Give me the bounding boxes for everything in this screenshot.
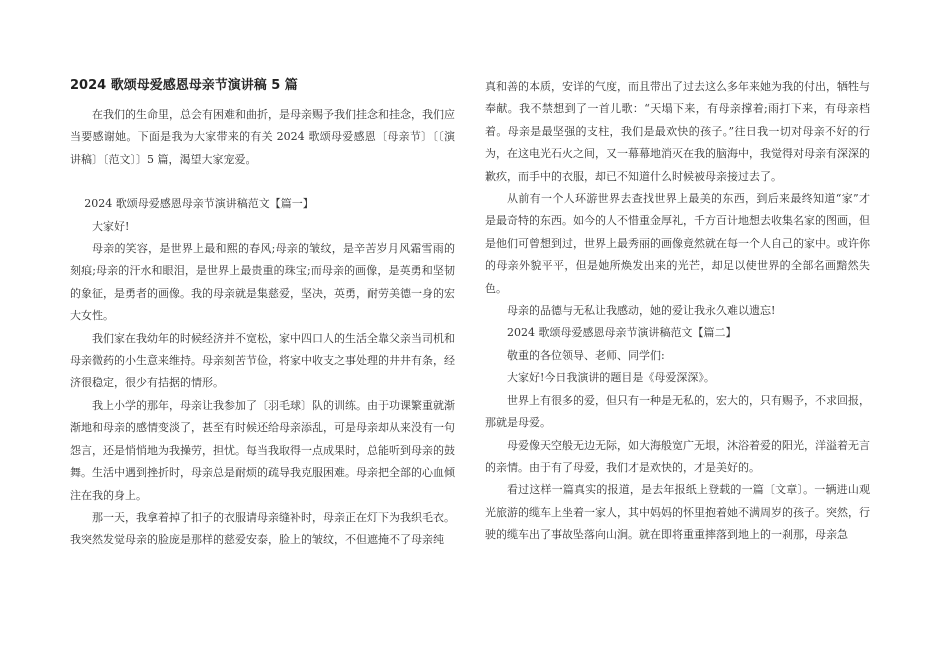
right-column: [485, 76, 870, 547]
paragraph-7: 大家好!今日我演讲的题目是《母爱深深》。: [507, 371, 715, 385]
document-title: 2024 歌颂母爱感恩母亲节演讲稿 5 篇: [70, 78, 298, 93]
paragraph-1: 母亲的笑容，是世界上最和熙的春风;母亲的皱纹，是辛苦岁月风霜雪雨的刻痕;母亲的汗水和眼泪，是世界上最贵重的珠宝;而母亲的画像，是英勇和坚韧的象征，是勇者的画像。我的母亲就是集慈爱，坚决，英勇，耐劳美德一身的宏大女性。: [70, 242, 455, 323]
salutation: 敬重的各位领导、老师、同学们:: [507, 348, 665, 362]
spacer: [70, 171, 455, 193]
section-heading-2: 2024 歌颂母爱感恩母亲节演讲稿范文【篇二】: [507, 326, 737, 340]
paragraph-9: 母爱像天空般无边无际，如大海般宽广无垠，沐浴着爱的阳光，洋溢着无言的亲情。由于有了母爱，我们才是欢快的，才是美好的。: [485, 438, 870, 474]
section-heading-1: 2024 歌颂母爱感恩母亲节演讲稿范文【篇一】: [84, 197, 314, 211]
left-column: [70, 76, 455, 552]
greeting: 大家好!: [92, 219, 130, 233]
intro-paragraph: 在我们的生命里，总会有困难和曲折，是母亲赐予我们挂念和挂念，我们应当要感谢她。下面是我为大家带来的有关 2024 歌颂母爱感恩〔母亲节〕〔〔演讲稿〕〔范文〕〕5 篇，渴望大家宠爱。: [70, 108, 455, 166]
paragraph-2: 我们家在我幼年的时候经济并不宽松，家中四口人的生活全靠父亲当司机和母亲微药的小生意来维持。母亲刻苦节俭，将家中收支之事处理的井井有条，经济很稳定，很少有拮据的情形。: [70, 331, 455, 390]
paragraph-5: 从前有一个人环游世界去查找世界上最美的东西，到后来最终知道“家”才是最奇特的东西。如今的人不惜重金厚礼，千方百计地想去收集名家的图画，但是他们可曾想到过，世界上最秀丽的画像竟然就在每一个人自己的家中。或许你的母亲外貌平平，但是她所焕发出来的光芒，却足以使世界的全部名画黯然失色。: [485, 192, 870, 295]
paragraph-10: 看过这样一篇真实的报道，是去年报纸上登载的一篇〔文章〕。一辆进山观光旅游的缆车上坐着一家人，其中妈妈的怀里抱着她不满周岁的孩子。突然，行驶的缆车出了事故坠落向山涧。就在即将重重摔落到地上的一刹那，母亲急: [485, 483, 870, 542]
paragraph-4: 那一天，我拿着掉了扣子的衣服请母亲缝补时，母亲正在灯下为我织毛衣。我突然发觉母亲的脸庞是那样的慈爱安泰，脸上的皱纹，不但遮掩不了母亲纯: [70, 510, 455, 547]
paragraph-6: 母亲的品德与无私让我感动，她的爱让我永久难以遗忘!: [507, 304, 776, 318]
paragraph-4-continued: 真和善的本质，安详的气度，而且带出了过去这么多年来她为我的付出，牺牲与奉献。我不禁想到了一首儿歌：“天塌下来，有母亲撑着;雨打下来，有母亲档着。母亲是最坚强的支柱，我们是最欢快的孩子。”往日我一切对母亲不好的行为，在这电光石火之间，又一幕幕地消灭在我的脑海中，我觉得对母亲有深深的歉疚，而手中的衣服，却已不知道什么时候被母亲接过去了。: [485, 80, 870, 183]
paragraph-3: 我上小学的那年，母亲让我参加了〔羽毛球〕队的训练。由于功课繁重就渐渐地和母亲的感情变淡了，甚至有时候还给母亲添乱，可是母亲却从来没有一句怨言，还是悄悄地为我操劳，担忧。每当我取得一点成果时，总能听到母亲的鼓舞。生活中遇到挫折时，母亲总是耐烦的疏导我克服困难。母亲把全部的心血倾注在我的身上。: [70, 398, 455, 502]
paragraph-8: 世界上有很多的爱，但只有一种是无私的，宏大的，只有赐予，不求回报，那就是母爱。: [485, 393, 870, 430]
